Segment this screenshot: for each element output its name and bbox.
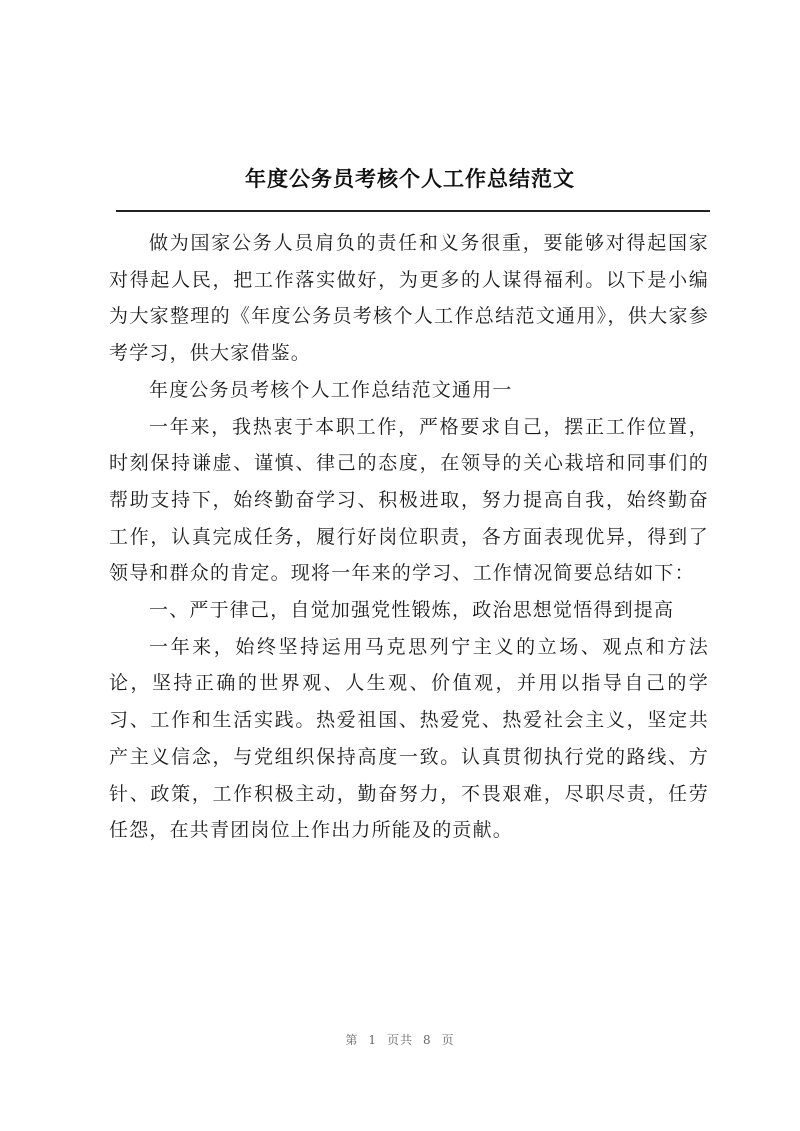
current-page-number: 1 (368, 1033, 377, 1047)
body-paragraph: 一年来，我热衷于本职工作，严格要求自己，摆正工作位置，时刻保持谦虚、谨慎、律己的态度，在领导的关心栽培和同事们的帮助支持下，始终勤奋学习、积极进取，努力提高自我，始终勤奋工作，认真完成任务，履行好岗位职责，各方面表现优异，得到了领导和群众的肯定。现将一年来的学习、工作情况简要总结如下： (109, 415, 709, 585)
title-divider (116, 210, 710, 212)
page-label-prefix: 第 (345, 1033, 359, 1047)
page-footer (0, 1031, 800, 1048)
total-pages-number: 8 (423, 1033, 432, 1047)
body-paragraph: 一年来，始终坚持运用马克思列宁主义的立场、观点和方法论，坚持正确的世界观、人生观、价值观，并用以指导自己的学习、工作和生活实践。热爱祖国、热爱党、热爱社会主义，坚定共产主义信念，与党组织保持高度一致。认真贯彻执行党的路线、方针、政策，工作积极主动，勤奋努力，不畏艰难，尽职尽责，任劳任怨，在共青团岗位上作出力所能及的贡献。 (109, 635, 709, 842)
subsection-heading: 一、严于律己，自觉加强党性锻炼，政治思想觉悟得到提高 (149, 599, 675, 622)
intro-paragraph: 做为国家公务人员肩负的责任和义务很重，要能够对得起国家对得起人民，把工作落实做好，为更多的人谋得福利。以下是小编为大家整理的《年度公务员考核个人工作总结范文通用》，供大家参考学习，供大家借鉴。 (109, 232, 709, 365)
page-label-suffix: 页 (441, 1033, 455, 1047)
page-label-middle: 页共 (386, 1033, 413, 1047)
document-title: 年度公务员考核个人工作总结范文 (245, 166, 575, 191)
document-body (109, 225, 709, 849)
section-heading: 年度公务员考核个人工作总结范文通用一 (149, 378, 513, 401)
